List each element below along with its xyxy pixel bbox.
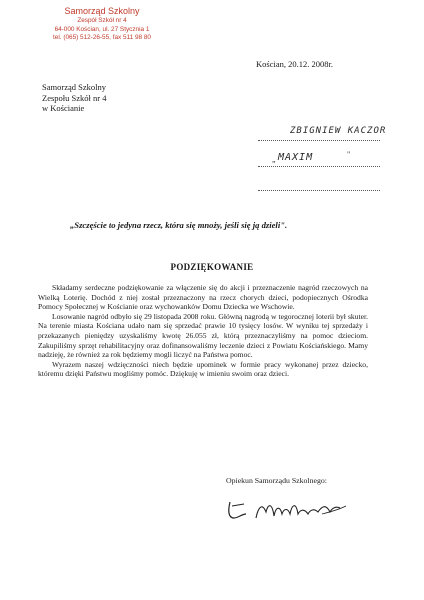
stamp-line-3: tel. (065) 512-26-55, fax 511 98 80 bbox=[53, 34, 151, 41]
letter-heading: PODZIĘKOWANIE bbox=[170, 262, 254, 272]
recipient-block bbox=[42, 82, 106, 114]
body-paragraph-3: Wyrazem naszej wdzięczności niech będzie upominek w formie pracy wykonanej przez dziecko, któremu dzięki Państwu mogliśmy pomóc. Dziękuję w imieniu swoim oraz dzieci. bbox=[38, 359, 368, 379]
body-paragraph-1: Składamy serdeczne podziękowanie za włączenie się do akcji i przeznaczenie nagród rzeczowych na Wielką Loterię. Dochód z niej został przeznaczony na rzecz chorych dzieci, podopiecznych Ośrodka Pomocy Społecznej w Kościanie oraz wychowanków Domu Dziecka we Wschowie. bbox=[38, 283, 368, 312]
motto-quote: „Szczęście to jedyna rzecz, która się mnoży, jeśli się ją dzieli". bbox=[70, 220, 288, 230]
letter-body bbox=[38, 283, 368, 379]
school-letterhead-stamp bbox=[32, 6, 172, 43]
handwritten-company: MAXIM bbox=[278, 152, 314, 163]
stamp-org-name: Samorząd Szkolny bbox=[64, 6, 140, 16]
handwritten-name: ZBIGNIEW KACZOR bbox=[290, 126, 387, 136]
stamp-line-2: 64-000 Kościan, ul. 27 Stycznia 1 bbox=[54, 25, 150, 33]
recipient-line-3: w Kościanie bbox=[42, 103, 85, 113]
extra-dotted-line bbox=[258, 190, 380, 191]
open-quote-mark: „ bbox=[272, 155, 276, 164]
name-dotted-line bbox=[258, 140, 380, 141]
company-dotted-line bbox=[258, 166, 380, 167]
letter-date: Kościan, 20.12. 2008r. bbox=[256, 59, 333, 69]
recipient-line-1: Samorząd Szkolny bbox=[42, 82, 106, 92]
stamp-line-1: Zespół Szkół nr 4 bbox=[77, 17, 127, 24]
handwritten-signature bbox=[222, 492, 352, 528]
close-quote-mark: " bbox=[347, 150, 351, 159]
recipient-line-2: Zespołu Szkół nr 4 bbox=[42, 92, 107, 103]
signature-label: Opiekun Samorządu Szkolnego: bbox=[226, 476, 327, 485]
body-paragraph-2: Losowanie nagród odbyło się 29 listopada 2008 roku. Główną nagrodą w tegorocznej loterii był skuter. Na terenie miasta Kościana udało nam się sprzedać prawie 10 tysięcy losów. W wyniku tej sprzedaży i przekazanych pieniędzy uzyskaliśmy kwotę 26.055 zł, którą przeznaczyliśmy na pomoc dzieciom. Zakupiliśmy sprzęt rehabilitacyjny oraz dofinansowaliśmy leczenie dzieci z Powiatu Kościańskiego. Mamy nadzieję, że również za rok będziemy mogli liczyć na Państwa pomoc. bbox=[38, 311, 368, 360]
